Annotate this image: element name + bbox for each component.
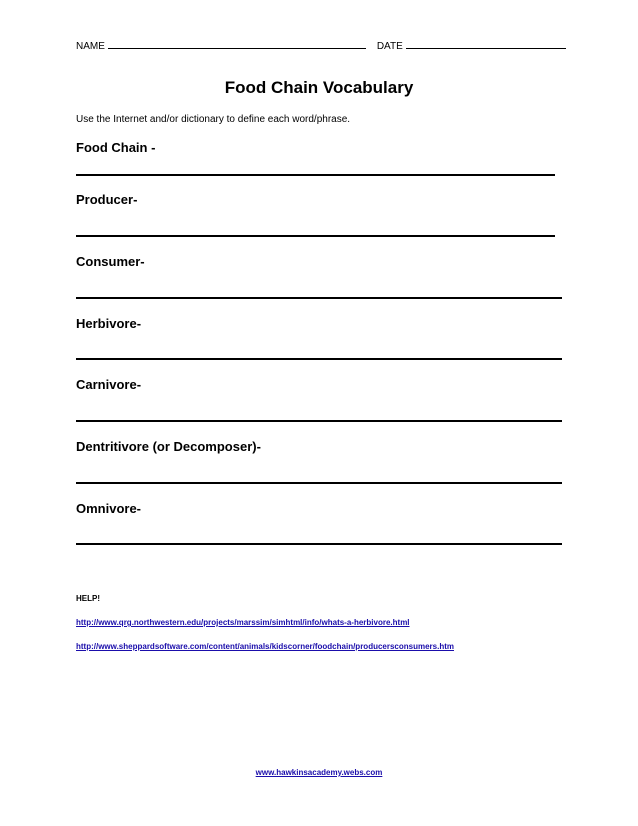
- footer: [0, 768, 638, 777]
- answer-line-dentritivore[interactable]: [76, 482, 562, 484]
- answer-line-herbivore[interactable]: [76, 358, 562, 360]
- help-label: HELP!: [76, 594, 100, 603]
- date-field[interactable]: [406, 38, 566, 49]
- term-omnivore: Omnivore-: [76, 501, 142, 516]
- term-carnivore: Carnivore-: [76, 377, 142, 392]
- term-dentritivore: Dentritivore (or Decomposer)-: [76, 439, 261, 454]
- answer-line-carnivore[interactable]: [76, 420, 562, 422]
- name-label: NAME: [76, 41, 105, 52]
- name-date-header: [76, 38, 566, 52]
- page-title: Food Chain Vocabulary: [224, 78, 414, 97]
- answer-line-food-chain[interactable]: [76, 174, 555, 176]
- help-link-herbivore[interactable]: http://www.qrg.northwestern.edu/projects/marssim/simhtml/info/whats-a-herbivore.html: [76, 618, 410, 627]
- help-link-producers-consumers[interactable]: http://www.sheppardsoftware.com/content/animals/kidscorner/foodchain/producersconsumers.htm: [76, 642, 454, 651]
- footer-link[interactable]: www.hawkinsacademy.webs.com: [255, 768, 383, 777]
- answer-line-omnivore[interactable]: [76, 543, 562, 545]
- date-label: DATE: [376, 41, 403, 52]
- term-consumer: Consumer-: [76, 254, 145, 269]
- name-field[interactable]: [108, 38, 366, 49]
- answer-line-consumer[interactable]: [76, 297, 562, 299]
- term-food-chain: Food Chain -: [76, 140, 156, 155]
- instructions-text: Use the Internet and/or dictionary to define each word/phrase.: [76, 114, 351, 125]
- answer-line-producer[interactable]: [76, 235, 555, 237]
- term-producer: Producer-: [76, 192, 138, 207]
- term-herbivore: Herbivore-: [76, 316, 142, 331]
